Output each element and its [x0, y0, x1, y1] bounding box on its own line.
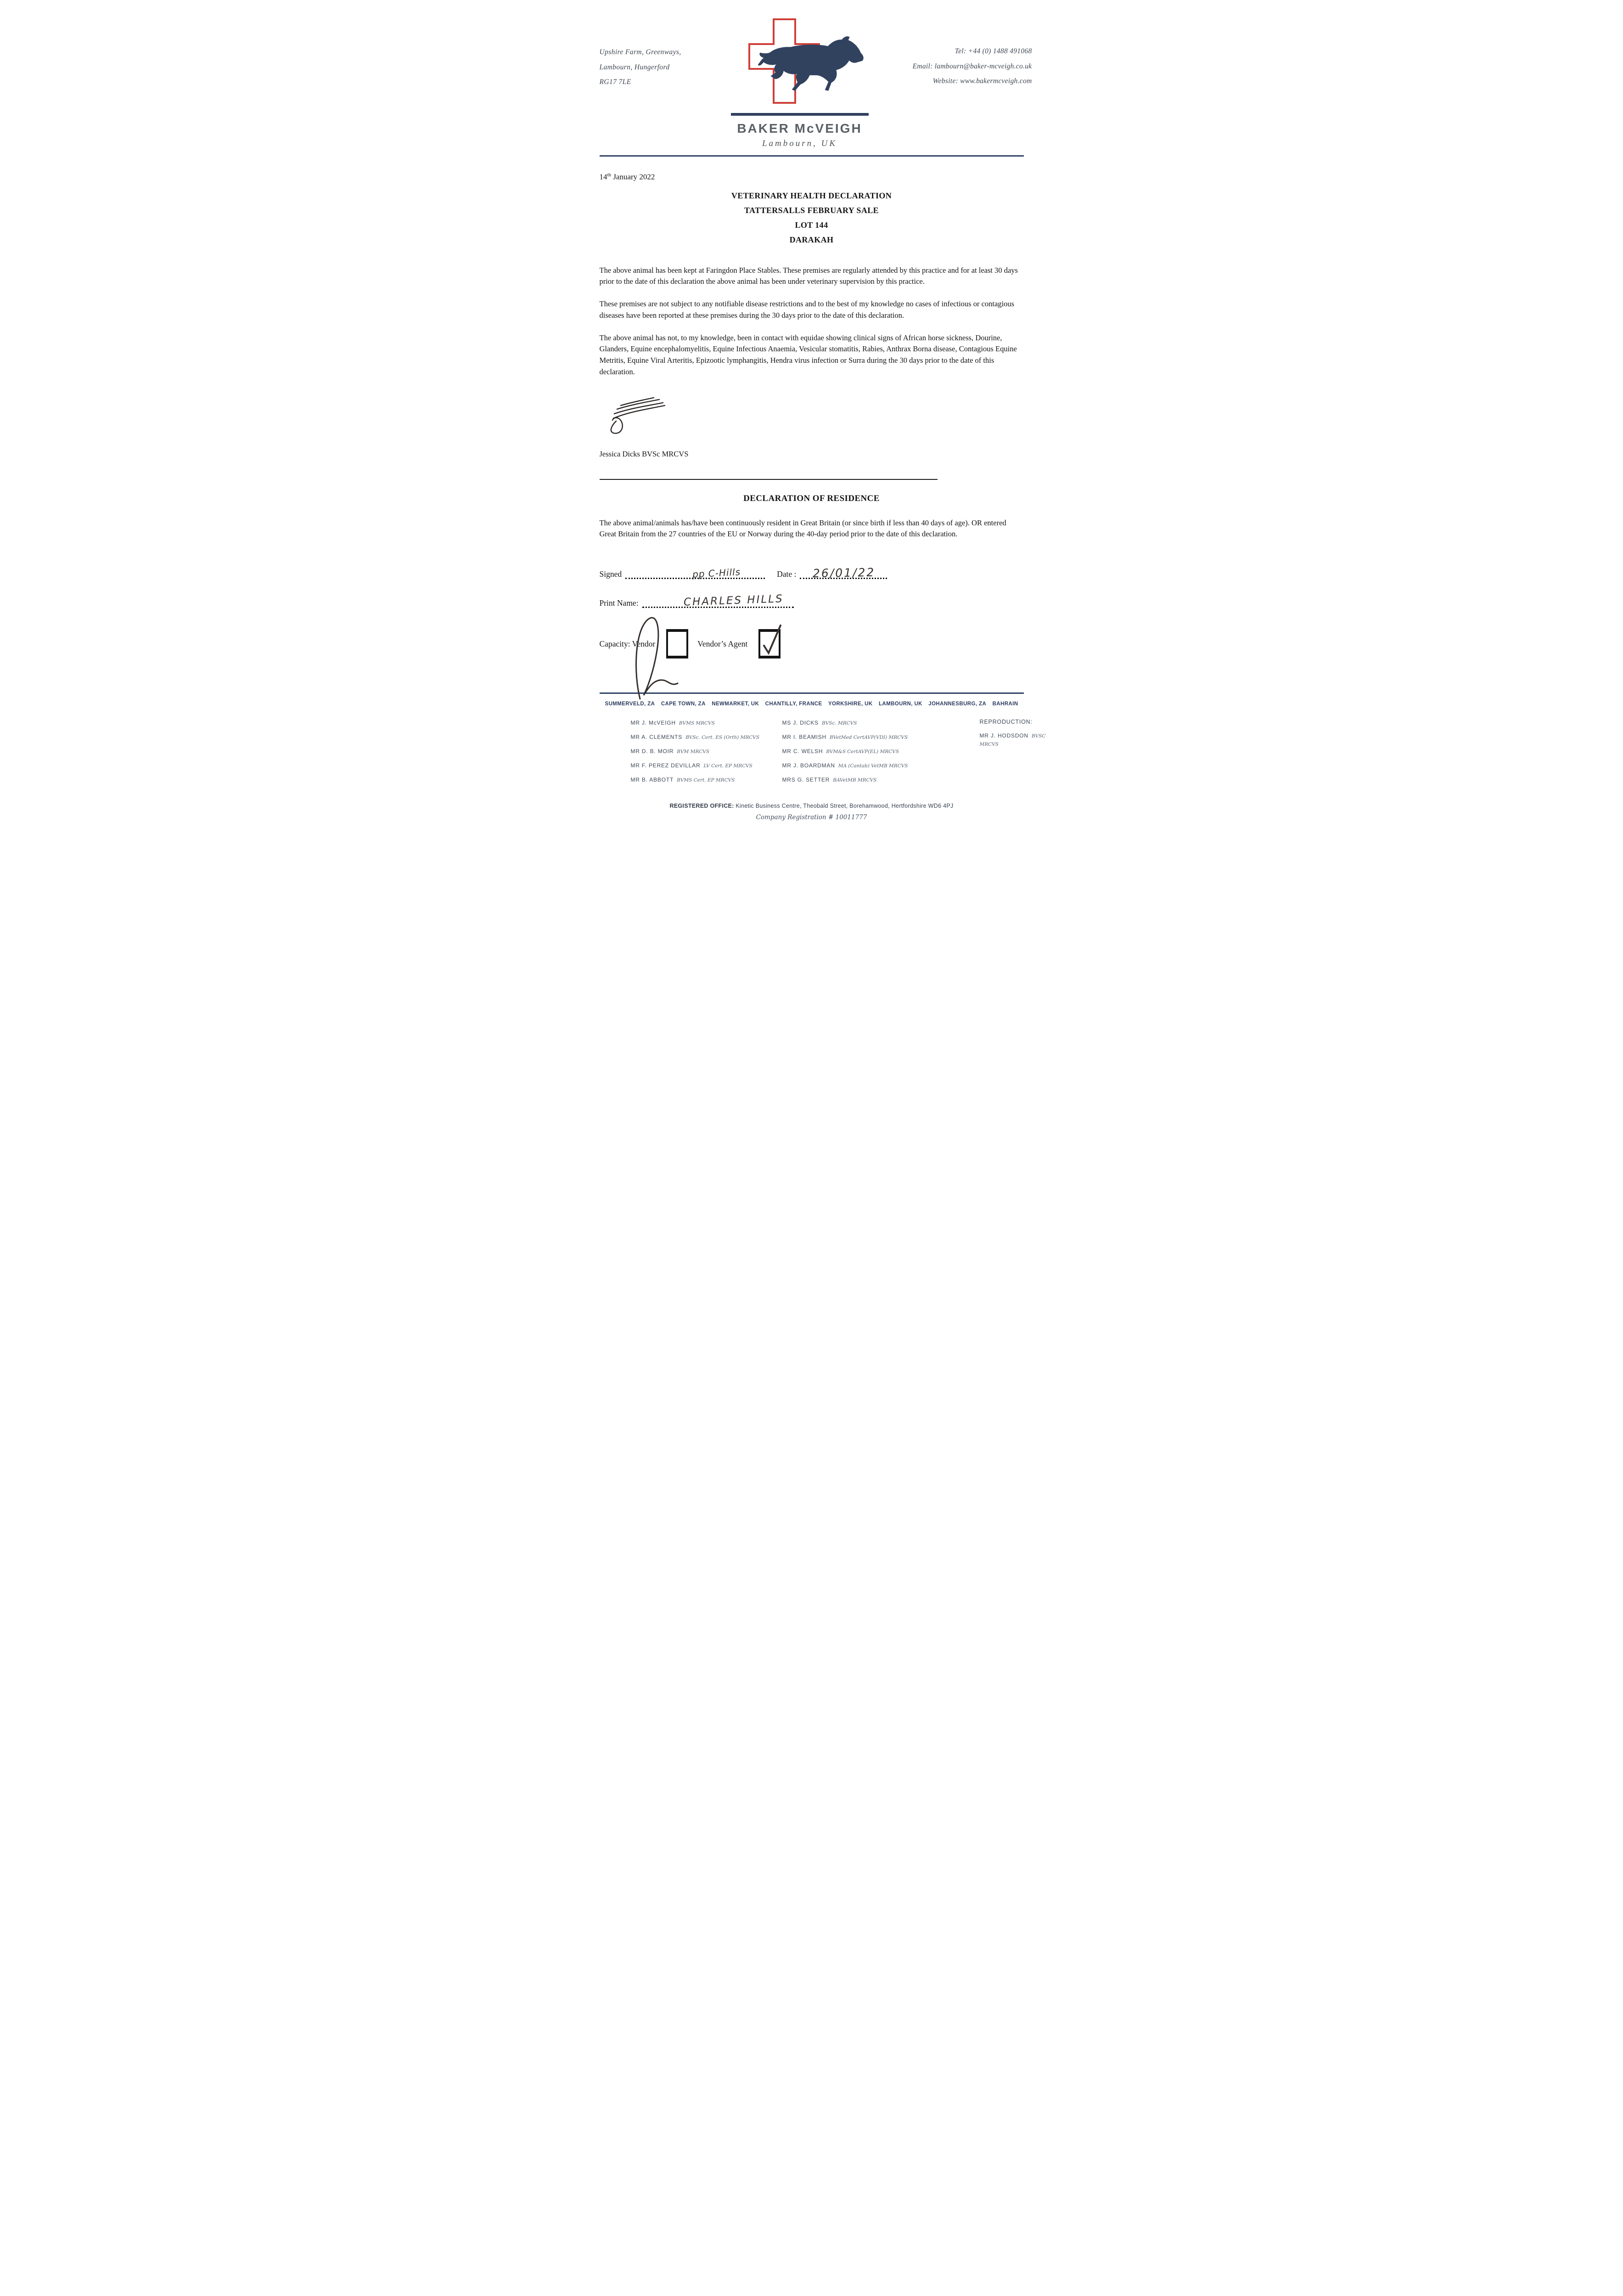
title-line-sale: TATTERSALLS FEBRUARY SALE: [744, 205, 879, 215]
office-location: LAMBOURN, UK: [878, 701, 922, 707]
staff-qualifications: BVMS MRCVS: [679, 720, 715, 726]
staff-member: [782, 747, 980, 755]
staff-qualifications: BVSc. Cert. ES (Orth) MRCVS: [685, 735, 760, 741]
office-location: SUMMERVELD, ZA: [605, 701, 655, 707]
contact-email: Email: lambourn@baker-mcveigh.co.uk: [912, 62, 1032, 70]
office-location: CHANTILLY, FRANCE: [765, 701, 822, 707]
contact-tel: Tel: +44 (0) 1488 491068: [955, 47, 1032, 55]
staff-name: MR J. BOARDMAN: [782, 762, 835, 769]
staff-directory: [631, 719, 1064, 790]
registered-office-address: Kinetic Business Centre, Theobald Street, Borehamwood, Hertfordshire WD6 4PJ: [736, 803, 954, 810]
vendors-agent-label: Vendor’s Agent: [697, 639, 748, 648]
staff-member: [631, 761, 782, 770]
staff-column-middle: [782, 719, 980, 790]
declaration-body: [600, 265, 1024, 378]
title-line-lot: LOT 144: [795, 220, 828, 230]
vet-signature: [600, 392, 1064, 438]
print-name-line: [642, 593, 794, 608]
print-name-label: Print Name:: [599, 598, 639, 608]
staff-member: [782, 776, 980, 784]
staff-name: MRS G. SETTER: [782, 777, 830, 783]
address-line: RG17 7LE: [599, 78, 631, 86]
staff-name: MS J. DICKS: [782, 720, 819, 726]
staff-name: MR D. B. MOIR: [630, 748, 674, 755]
signed-label: Signed: [599, 569, 622, 579]
signature-section: [599, 565, 1024, 658]
staff-member: [631, 733, 782, 741]
registered-office-label: REGISTERED OFFICE:: [669, 803, 734, 810]
staff-qualifications: BVSC MRCVS: [979, 733, 1046, 748]
date-handwriting: 26/01/22: [813, 565, 876, 580]
office-location: CAPE TOWN, ZA: [661, 701, 706, 707]
staff-name: MR F. PEREZ DEVILLAR: [630, 762, 701, 769]
practice-logo: [726, 17, 873, 149]
staff-name: MR J. HODSDON: [979, 732, 1028, 739]
residence-heading: DECLARATION OF RESIDENCE: [743, 493, 880, 503]
office-location: JOHANNESBURG, ZA: [928, 701, 987, 707]
staff-member: [782, 733, 980, 741]
staff-column-left: [631, 719, 782, 790]
logo-divider-bar: [731, 113, 869, 116]
registered-office: [559, 803, 1064, 809]
vet-signature-scribble-icon: [600, 392, 682, 438]
company-registration: Company Registration # 10011777: [756, 814, 867, 822]
office-location: NEWMARKET, UK: [712, 701, 759, 707]
paragraph-premises: The above animal has been kept at Faringdon Place Stables. These premises are regularly attended by this practice and for at least 30 days prior to the date of this declaration the above animal has been under veterinary supervision by this practice.: [599, 265, 1018, 286]
staff-qualifications: BVM&S CertAVP(EL) MRCVS: [826, 749, 899, 755]
staff-column-reproduction: [980, 719, 1064, 790]
date-day: 14: [599, 172, 607, 181]
date-ordinal: th: [607, 172, 612, 178]
paragraph-restrictions: These premises are not subject to any notifiable disease restrictions and to the best of my knowledge no cases of infectious or contagious diseases have been reported at these premises during the 30 days prior to the date of this declaration.: [599, 299, 1015, 320]
print-name-row: [599, 593, 1024, 608]
title-line-declaration: VETERINARY HEALTH DECLARATION: [731, 191, 892, 200]
practice-contact: [894, 17, 1032, 89]
logo-artwork: [731, 17, 869, 112]
paragraph-residence: The above animal/animals has/have been continuously resident in Great Britain (or since birth if less than 40 days of age). OR entered Great Britain from the 27 countries of the EU or Norway during the 40-day period prior to the date of this declaration.: [599, 518, 1006, 539]
vet-name: Jessica Dicks BVSc MRCVS: [599, 449, 689, 458]
address-line: Lambourn, Hungerford: [599, 63, 670, 71]
staff-qualifications: BAVetMB MRCVS: [833, 777, 877, 783]
staff-qualifications: BVetMed CertAVP(VDI) MRCVS: [829, 735, 908, 741]
office-location: YORKSHIRE, UK: [828, 701, 873, 707]
agent-signature-loop-icon: [630, 613, 690, 701]
title-line-horse-name: DARAKAH: [789, 235, 834, 244]
contact-website: Website: www.bakermcveigh.com: [932, 77, 1032, 85]
section-divider: [600, 479, 938, 480]
date-label: Date :: [777, 569, 797, 579]
brand-name: BAKER McVEIGH: [737, 121, 862, 135]
staff-qualifications: MA (Cantab) VetMB MRCVS: [838, 763, 908, 769]
staff-member: [631, 719, 782, 727]
vendors-agent-checkbox: [758, 629, 781, 658]
staff-member: [782, 719, 980, 727]
staff-qualifications: LV Cert. EP MRCVS: [703, 763, 753, 769]
staff-name: MR I. BEAMISH: [782, 734, 826, 741]
brand-location: Lambourn, UK: [762, 139, 837, 148]
date-rest: January 2022: [611, 172, 655, 181]
reproduction-label: REPRODUCTION:: [979, 719, 1033, 726]
residence-body-wrap: [600, 518, 1024, 540]
practice-address: [600, 17, 705, 90]
signed-handwriting: pp C-Hills: [692, 566, 741, 580]
staff-member: [980, 732, 1064, 748]
document-date: [600, 172, 1024, 182]
signed-line: [625, 566, 765, 580]
staff-name: MR B. ABBOTT: [630, 777, 674, 783]
office-locations: [605, 701, 1018, 707]
print-name-handwriting: CHARLES HILLS: [683, 593, 784, 608]
address-line: Upshire Farm, Greenways,: [599, 48, 681, 56]
staff-name: MR C. WELSH: [782, 748, 823, 755]
galloping-horse-icon: [758, 29, 870, 103]
staff-name: MR A. CLEMENTS: [630, 734, 683, 741]
staff-member: [631, 776, 782, 784]
capacity-vendor-label: Capacity: Vendor: [599, 639, 656, 648]
paragraph-diseases: The above animal has not, to my knowledge, been in contact with equidae showing clinical signs of African horse sickness, Dourine, Glanders, Equine encephalomyelitis, Equine Infectious Anaemia, Vesicular stomatitis, Rabies, Anthrax Borna disease, Contagious Equine Metritis, Equine Viral Arteritis, Epizootic lymphangitis, Hendra virus infection or Surra during the 30 days prior to the date of this declaration.: [599, 333, 1017, 376]
signed-row: [599, 565, 1024, 580]
date-line: [800, 565, 887, 580]
office-location: BAHRAIN: [992, 701, 1018, 707]
staff-member: [782, 761, 980, 770]
staff-qualifications: BVM MRCVS: [677, 749, 710, 755]
staff-name: MR J. McVEIGH: [630, 720, 676, 726]
staff-qualifications: BVSc. MRCVS: [821, 720, 857, 726]
scanned-document-page: [559, 0, 1064, 835]
header-rule: [600, 155, 1024, 157]
document-titles: [559, 191, 1064, 245]
letterhead: [559, 0, 1064, 149]
checkmark-icon: [761, 622, 782, 656]
staff-member: [631, 747, 782, 755]
staff-qualifications: BVMS Cert. EP MRCVS: [677, 777, 735, 783]
